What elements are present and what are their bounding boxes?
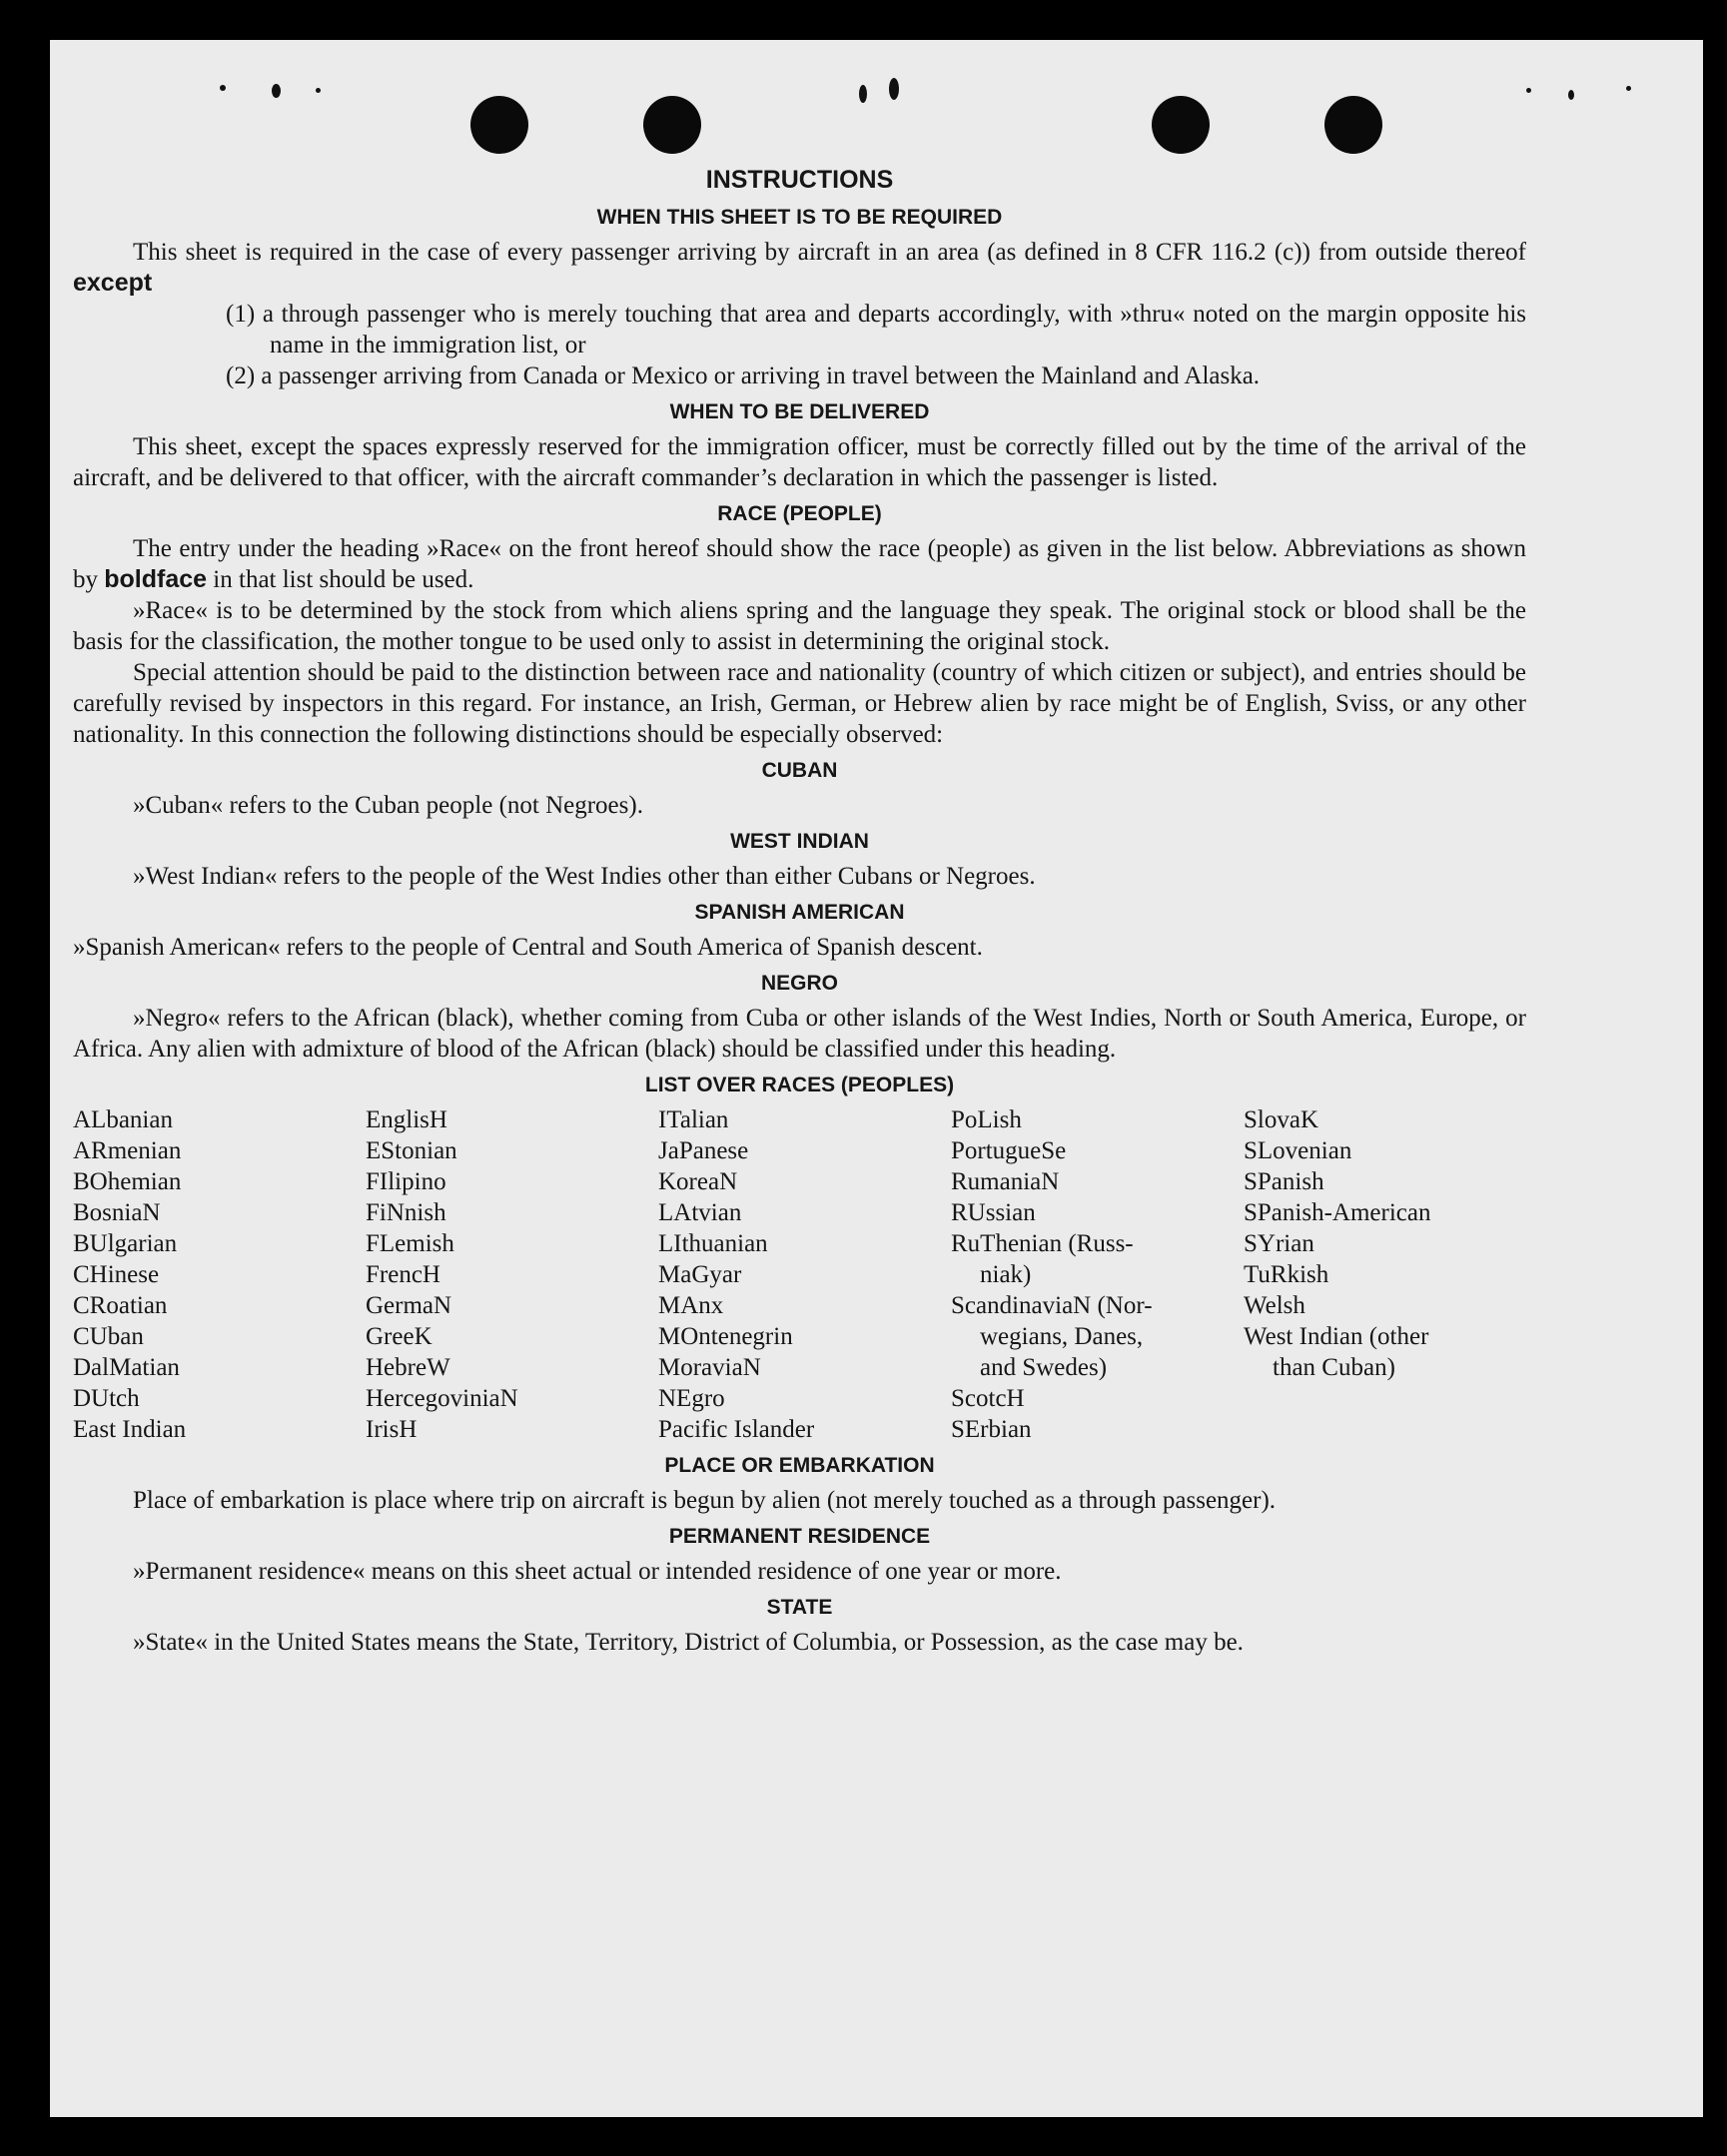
race-list-item: East Indian bbox=[73, 1416, 187, 1443]
race-list-item: BUlgarian bbox=[73, 1230, 178, 1257]
race-text-a: The entry under the heading »Race« on the front hereof should show the race (people) as given in the list below. Abbreviations as shown by bbox=[73, 535, 1526, 593]
race-paragraph-3: Special attention should be paid to the distinction between race and nationality (country of which citizen or subject), and entries should be carefully revised by inspectors in this regard. For instance, an Irish, German, or Hebrew alien by race might be of English, Sviss, or any other nationality. In this connection the following distinctions should be especially observed: bbox=[73, 659, 1526, 748]
race-list-item: NEgro bbox=[658, 1385, 725, 1412]
scan-speck bbox=[1526, 88, 1531, 93]
scan-speck bbox=[1626, 86, 1631, 91]
race-text-c: in that list should be used. bbox=[213, 566, 474, 593]
race-list-item: MaGyar bbox=[658, 1261, 742, 1288]
race-list-item: CUban bbox=[73, 1323, 144, 1350]
race-list-item: PortugueSe bbox=[951, 1137, 1067, 1164]
section-heading-west-indian: WEST INDIAN bbox=[730, 830, 869, 853]
boldface-word: boldface bbox=[104, 565, 208, 593]
race-list-item: TuRkish bbox=[1244, 1261, 1329, 1288]
race-list-column bbox=[658, 1104, 951, 1445]
scan-speck bbox=[316, 88, 321, 93]
residence-paragraph: »Permanent residence« means on this sheet actual or intended residence of one year or more. bbox=[133, 1558, 1062, 1585]
scan-speck bbox=[272, 84, 281, 98]
race-list-item: wegians, Danes, bbox=[980, 1323, 1144, 1350]
race-list-item: DalMatian bbox=[73, 1354, 180, 1381]
race-list-item: KoreaN bbox=[658, 1168, 738, 1195]
race-list-item: MoraviaN bbox=[658, 1354, 761, 1381]
race-list-item: HebreW bbox=[366, 1354, 450, 1381]
scan-speck bbox=[859, 85, 867, 103]
race-list-item: FiNnish bbox=[366, 1199, 446, 1226]
race-list-item: BOhemian bbox=[73, 1168, 182, 1195]
race-list bbox=[73, 1104, 1526, 1445]
race-paragraph-2: »Race« is to be determined by the stock from which aliens spring and the language they speak. The original stock or blood shall be the basis for the classification, the mother tongue to be used only to assist in determining the original stock. bbox=[73, 597, 1526, 655]
scan-speck bbox=[220, 85, 226, 91]
race-list-item: HercegoviniaN bbox=[366, 1385, 518, 1412]
race-list-column bbox=[73, 1104, 366, 1445]
state-paragraph: »State« in the United States means the State, Territory, District of Columbia, or Possession, as the case may be. bbox=[133, 1629, 1244, 1656]
scan-speck bbox=[1568, 90, 1574, 100]
delivered-paragraph: This sheet, except the spaces expressly reserved for the immigration officer, must be correctly filled out by the time of the arrival of the aircraft, and be delivered to that officer, with the aircraft commander’s declaration in which the passenger is listed. bbox=[73, 433, 1526, 491]
race-list-item: ITalian bbox=[658, 1106, 729, 1133]
required-paragraph bbox=[73, 237, 1526, 299]
race-list-item: West Indian (other bbox=[1244, 1323, 1429, 1350]
race-list-item: EnglisH bbox=[366, 1106, 447, 1133]
punch-hole bbox=[643, 96, 701, 154]
race-list-column bbox=[951, 1104, 1244, 1445]
race-list-item: Welsh bbox=[1244, 1292, 1305, 1319]
west-indian-paragraph: »West Indian« refers to the people of the West Indies other than either Cubans or Negroes. bbox=[133, 863, 1036, 890]
race-list-item: ARmenian bbox=[73, 1137, 182, 1164]
section-heading-embarkation: PLACE OR EMBARKATION bbox=[664, 1454, 935, 1477]
section-heading-residence: PERMANENT RESIDENCE bbox=[668, 1525, 931, 1548]
race-list-item: PoLish bbox=[951, 1106, 1022, 1133]
negro-paragraph: »Negro« refers to the African (black), whether coming from Cuba or other islands of the West Indies, North or South America, Europe, or Africa. Any alien with admixture of blood of the African (black) should be classified under this heading. bbox=[73, 1005, 1526, 1063]
race-list-item: MAnx bbox=[658, 1292, 724, 1319]
race-list-item: JaPanese bbox=[658, 1137, 749, 1164]
punch-hole bbox=[470, 96, 528, 154]
race-list-item: SYrian bbox=[1244, 1230, 1314, 1257]
race-list-item: than Cuban) bbox=[1273, 1354, 1395, 1381]
instructions-content bbox=[73, 163, 1526, 1658]
section-heading-required: WHEN THIS SHEET IS TO BE REQUIRED bbox=[596, 206, 1003, 229]
section-heading-cuban: CUBAN bbox=[761, 759, 838, 782]
race-list-item: FIlipino bbox=[366, 1168, 446, 1195]
race-list-item: EStonian bbox=[366, 1137, 457, 1164]
section-heading-delivered: WHEN TO BE DELIVERED bbox=[669, 400, 930, 423]
race-list-item: SlovaK bbox=[1244, 1106, 1318, 1133]
race-list-item: GreeK bbox=[366, 1323, 432, 1350]
race-list-item: CRoatian bbox=[73, 1292, 168, 1319]
spanish-american-paragraph: »Spanish American« refers to the people of Central and South America of Spanish descent. bbox=[73, 934, 983, 961]
race-list-item: niak) bbox=[980, 1261, 1032, 1288]
except-bold: except bbox=[73, 269, 153, 297]
race-list-column bbox=[366, 1104, 658, 1445]
race-list-item: FLemish bbox=[366, 1230, 454, 1257]
section-heading-spanish-american: SPANISH AMERICAN bbox=[694, 901, 905, 924]
required-text: This sheet is required in the case of every passenger arriving by aircraft in an area (as defined in 8 CFR 116.2 (c)) from outside thereof bbox=[133, 239, 1526, 266]
race-list-item: MOntenegrin bbox=[658, 1323, 793, 1350]
required-item-1: (1) a through passenger who is merely touching that area and departs accordingly, with »thru« noted on the margin opposite his name in the immigration list, or bbox=[226, 301, 1526, 359]
race-list-item: ScandinaviaN (Nor- bbox=[951, 1292, 1153, 1319]
page-title: INSTRUCTIONS bbox=[705, 166, 894, 194]
race-list-item: IrisH bbox=[366, 1416, 418, 1443]
race-list-item: SLovenian bbox=[1244, 1137, 1352, 1164]
race-list-item: SPanish bbox=[1244, 1168, 1324, 1195]
embarkation-paragraph: Place of embarkation is place where trip on aircraft is begun by alien (not merely touched as a through passenger). bbox=[133, 1487, 1277, 1514]
race-list-item: DUtch bbox=[73, 1385, 140, 1412]
race-list-item: BosniaN bbox=[73, 1199, 161, 1226]
race-list-item: LAtvian bbox=[658, 1199, 742, 1226]
race-list-item: RuThenian (Russ- bbox=[951, 1230, 1134, 1257]
race-list-item: ScotcH bbox=[951, 1385, 1025, 1412]
required-item-2: (2) a passenger arriving from Canada or Mexico or arriving in travel between the Mainland and Alaska. bbox=[226, 362, 1261, 389]
punch-hole bbox=[1324, 96, 1382, 154]
section-heading-race-list: LIST OVER RACES (PEOPLES) bbox=[644, 1074, 955, 1096]
race-list-item: GermaN bbox=[366, 1292, 452, 1319]
section-heading-state: STATE bbox=[766, 1596, 833, 1619]
cuban-paragraph: »Cuban« refers to the Cuban people (not Negroes). bbox=[133, 792, 643, 819]
race-list-item: FrencH bbox=[366, 1261, 440, 1288]
race-list-item: Pacific Islander bbox=[658, 1416, 815, 1443]
race-list-column bbox=[1244, 1104, 1536, 1445]
race-paragraph-1 bbox=[73, 533, 1526, 595]
race-list-item: RUssian bbox=[951, 1199, 1036, 1226]
race-list-item: SErbian bbox=[951, 1416, 1032, 1443]
race-list-item: SPanish-American bbox=[1244, 1199, 1431, 1226]
race-list-item: CHinese bbox=[73, 1261, 160, 1288]
race-list-item: ALbanian bbox=[73, 1106, 173, 1133]
race-list-item: LIthuanian bbox=[658, 1230, 768, 1257]
race-list-item: RumaniaN bbox=[951, 1168, 1060, 1195]
race-list-item: and Swedes) bbox=[980, 1354, 1108, 1381]
punch-hole bbox=[1152, 96, 1210, 154]
scan-speck bbox=[889, 78, 899, 100]
section-heading-race: RACE (PEOPLE) bbox=[717, 502, 882, 525]
section-heading-negro: NEGRO bbox=[760, 972, 838, 995]
